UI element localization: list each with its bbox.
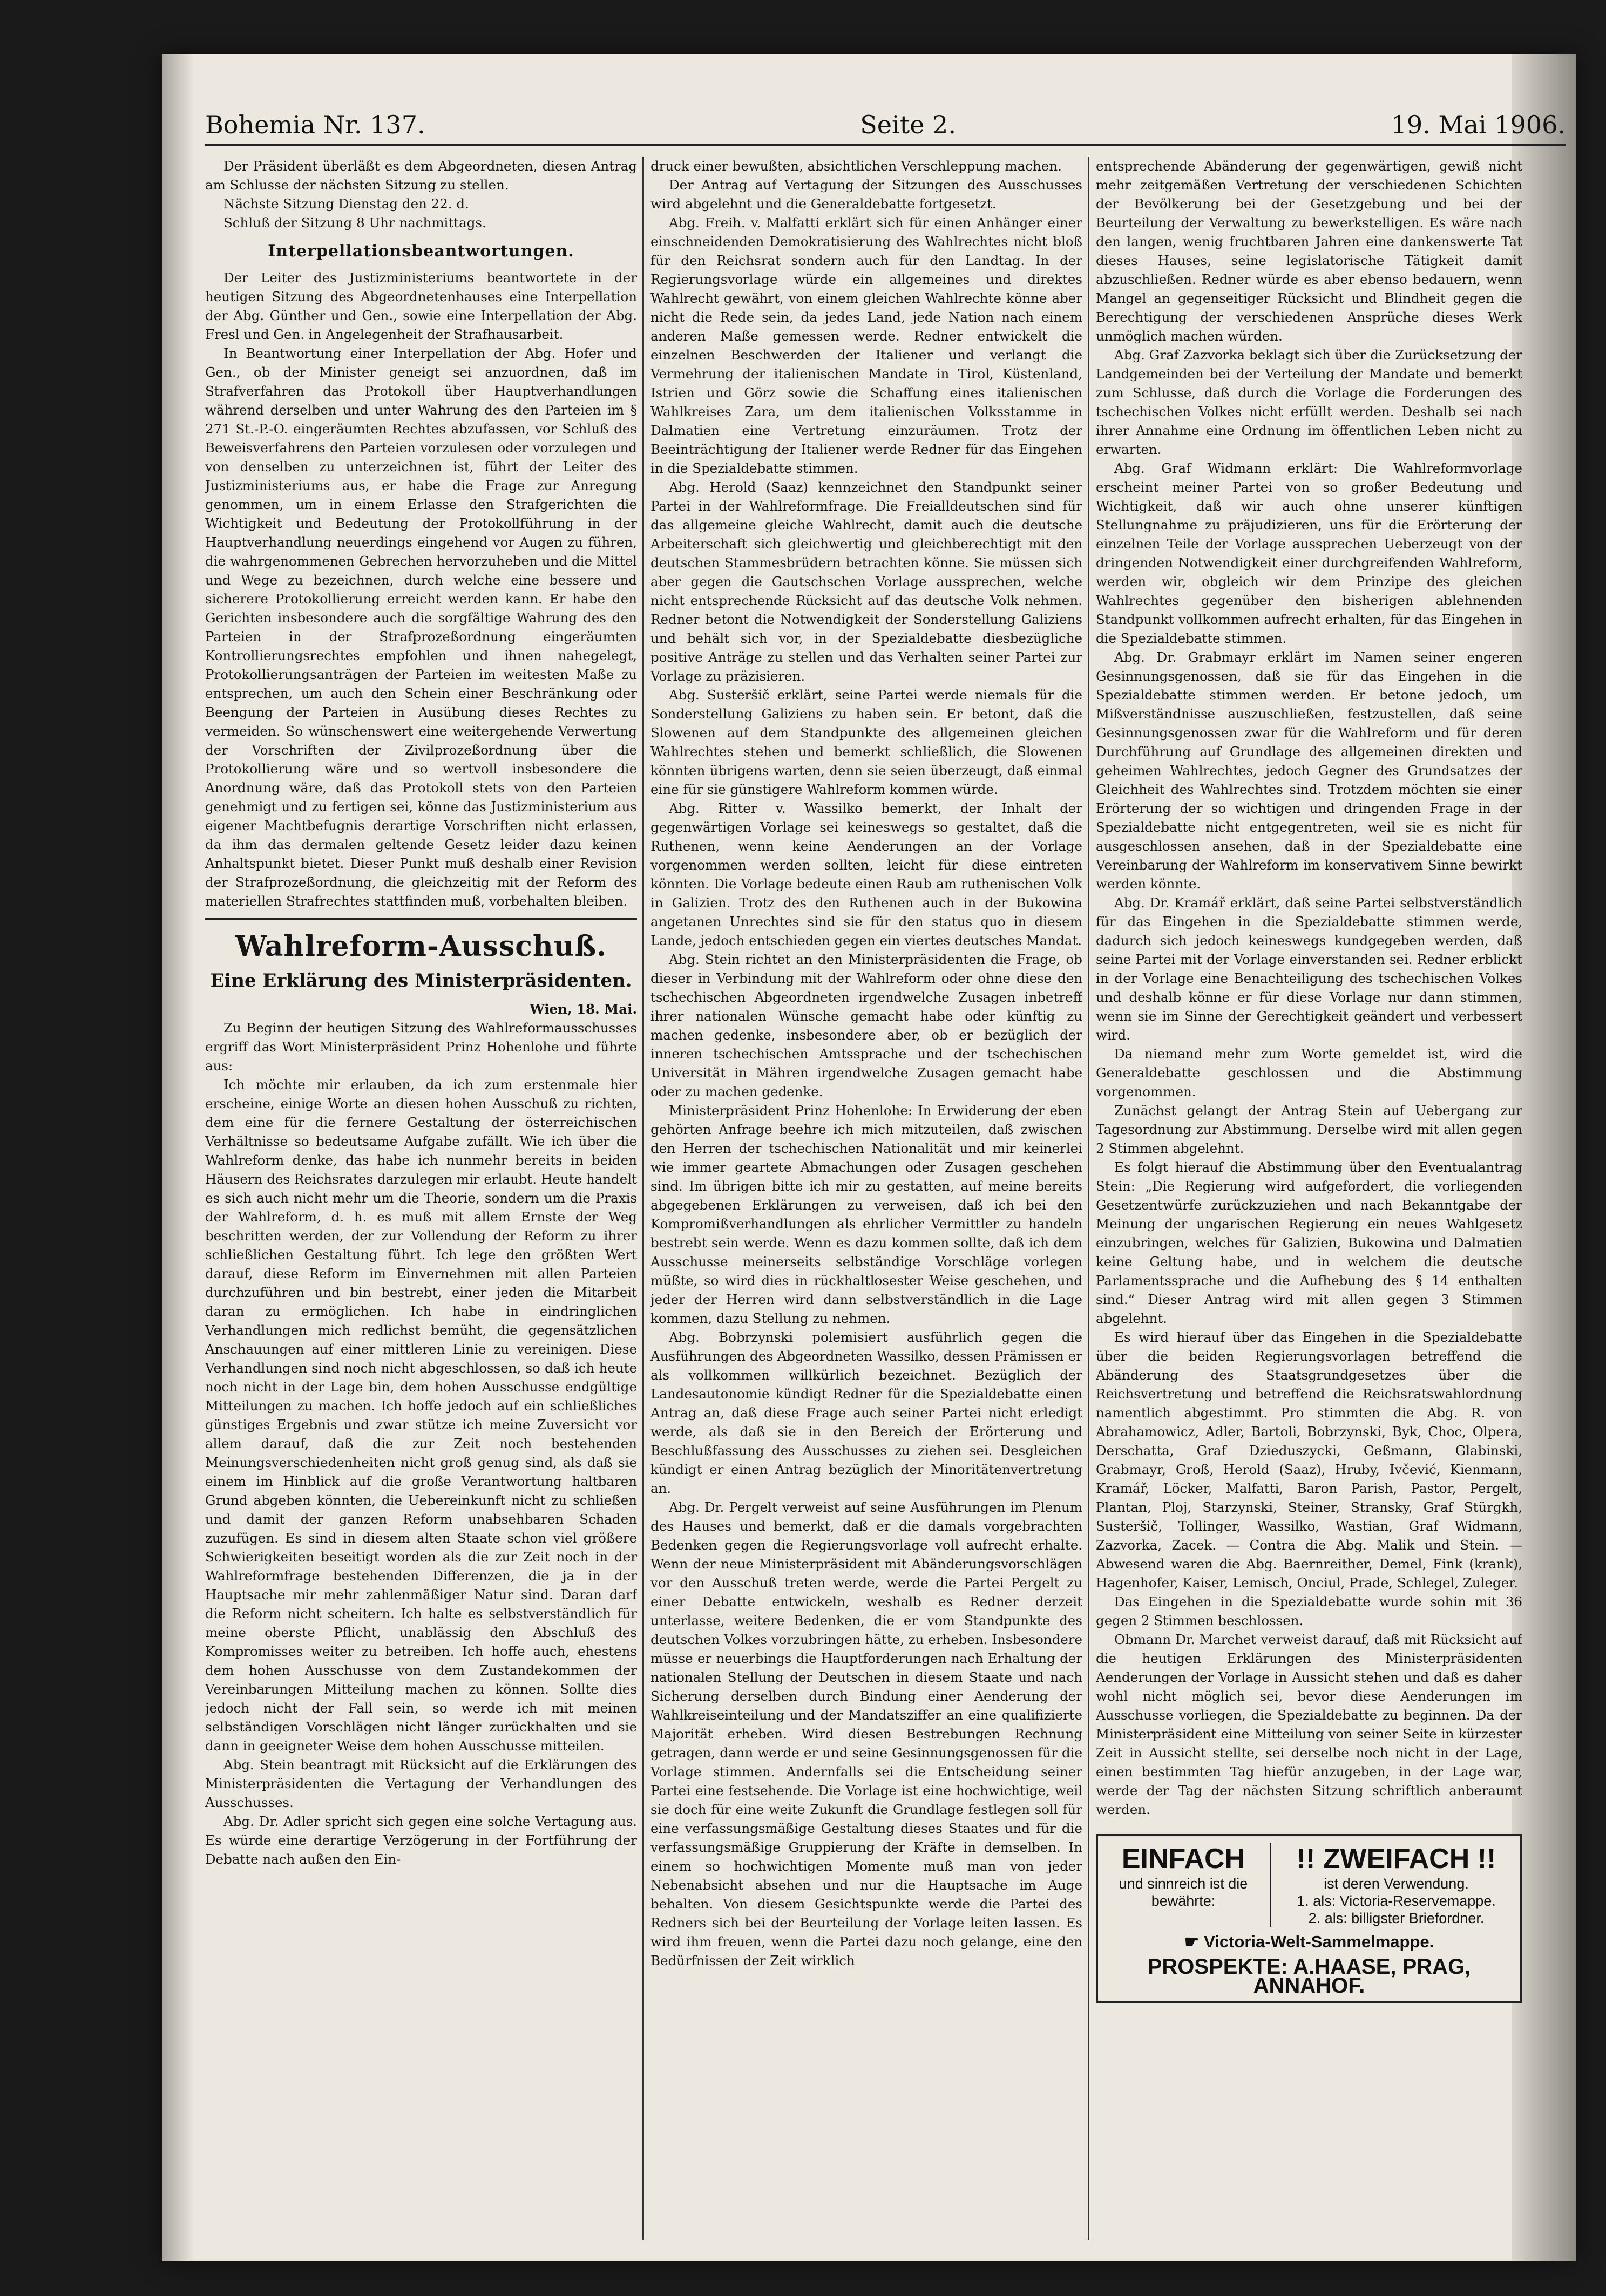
- paragraph: Abg. Dr. Kramář erklärt, daß seine Partei selbstverständlich für das Eingehen in die Spezialdebatte stimmen werde, dadurch sich jedoch keineswegs kundgegeben werden, daß seine Partei mit der Vorlage einverstanden sei. Redner erblickt in der Vorlage eine Benachteiligung des tschechischen Volkes und deshalb könne er für diese Vorlage nur dann stimmen, wenn sie im Sinne der Gerechtigkeit geändert und verbessert wird.: [1096, 895, 1522, 1043]
- pointing-hand-icon: ☛: [1184, 1932, 1204, 1951]
- paragraph: Abg. Dr. Pergelt verweist auf seine Ausführungen im Plenum des Hauses und bemerkt, daß er die damals vorgebrachten Bedenken gegen die Regierungsvorlage voll aufrecht erhalte. Wenn der neue Ministerpräsident mit Abänderungsvorschlägen vor den Ausschuß treten werde, werde die Partei Pergelt zu einer Debatte entwickeln, weshalb es Redner derzeit unterlasse, weitere Bedenken, die er vom Standpunkte des deutschen Volkes vorzubringen hätte, zu erheben. Insbesondere müsse er neuerbings die Hauptforderungen nach Erhaltung der nationalen Stellung der Deutschen in diesem Staate und nach Sicherung derselben durch Bindung einer Aenderung der Wahlkreiseinteilung und der Mandatsziffer an eine qualifizierte Majorität erheben. Wird diesen Bestrebungen Rechnung getragen, dann werde er und seine Gesinnungsgenossen für die Vorlage stimmen. Andernfalls sei die Entscheidung seiner Partei eine festsehende. Die Vorlage ist eine hochwichtige, weil sie doch für eine weite Zukunft die Grundlage festlegen soll für eine verfassungsmäßige Gestaltung dieses Staates und für die verfassungsmäßige Gruppierung der Kräfte in demselben. In einem so hochwichtigen Momente muß man von jeder Nebenabsicht absehen und nur die Hauptsache im Auge behalten. Von diesem Gesichtspunkte werde die Partei des Redners sich bei der Beurteilung der Vorlage leiten lassen. Es wird ihm freuen, wenn die Partei dazu noch gelange, eine den Bedürfnissen der Zeit wirklich: [650, 1499, 1082, 1968]
- ad-right-text-3: 2. als: billigster Briefordner.: [1308, 1910, 1485, 1926]
- paragraph: In Beantwortung einer Interpellation der Abg. Hofer und Gen., ob der Minister geneigt sei anzuordnen, daß im Strafverfahren das Protokoll über Hauptverhandlungen während derselben und unter Wahrung des den Parteien im § 271 St.-P.-O. eingeräumten Rechtes abzufassen, vor Schluß des Beweisverfahrens den Parteien vorzulesen oder vorzulegen und von denselben zu unterzeichnen ist, führt der Leiter des Justizministeriums aus, er habe die Frage zur Anregung genommen, um in einem Erlasse den Strafgerichten die Wichtigkeit und Bedeutung der Protokollführung in der Hauptverhandlung neuerdings eingehend vor Augen zu führen, die wahrgenommenen Gebrechen hervorzuheben und die Mittel und Wege zu bezeichnen, durch welche eine bessere und sicherere Protokollierung erreicht werden kann. Er habe den Gerichten insbesondere auch die sorgfältige Wahrung des den Parteien in der Strafprozeßordnung eingeräumten Kontrollierungsrechtes empfohlen und ihnen nahegelegt, Protokollierungsanträgen der Parteien im weitesten Maße zu entsprechen, um auch den Schein einer Beschränkung oder Beengung der Parteien in Ausübung dieses Rechtes zu vermeiden. So wünschenswert eine weitergehende Verwertung der Vorschriften der Zivilprozeßordnung über die Protokollierung wäre und so wertvoll insbesondere die Anordnung wäre, daß das Protokoll stets von den Parteien genehmigt und zu fertigen sei, könne das Justizministerium aus eigener Machtbefugnis derartige Vorschriften nicht erlassen, da ihm das dermalen geltende Gesetz leider dazu keinen Anhaltspunkt bietet. Dieser Punkt muß deshalb einer Revision der Strafprozeßordnung, die gleichzeitig mit der Reform des materiellen Strafrechtes stattfinden muß, vorbehalten bleiben.: [205, 345, 637, 909]
- article-subtitle: Eine Erklärung des Ministerpräsidenten.: [210, 970, 632, 991]
- ad-headline-zweifach: !! ZWEIFACH !!: [1296, 1843, 1496, 1874]
- paragraph: Schluß der Sitzung 8 Uhr nachmittags.: [223, 215, 486, 230]
- paragraph: Abg. Freih. v. Malfatti erklärt sich für einen Anhänger einer einschneidenden Demokratisierung des Wahlrechtes nicht bloß für den Reichsrat sondern auch für den Landtag. In der Regierungsvorlage würde ein allgemeines und direktes Wahlrecht gewährt, von einem gleichen Wahlrechte könne aber nicht die Rede sein, da jedes Land, jede Nation nach einem anderen Maße gemessen werde. Redner entwickelt die einzelnen Beschwerden der Italiener und verlangt die Vermehrung der italienischen Mandate in Tirol, Küstenland, Istrien und Görz sowie die Schaffung eines italienischen Wahlkreises Zara, um dem italienischen Volksstamme in Dalmatien eine Vertretung einzuräumen. Trotz der Beeinträchtigung der Italiener werde Redner für das Eingehen in die Spezialdebatte stimmen.: [650, 215, 1082, 476]
- header-date: 19. Mai 1906.: [1391, 110, 1566, 139]
- ad-product-line: [1102, 1932, 1516, 1951]
- ad-right-text-1: ist deren Verwendung.: [1324, 1876, 1469, 1892]
- ad-left-block: [1102, 1843, 1264, 1927]
- ad-divider: [1270, 1843, 1271, 1927]
- dateline: Wien, 18. Mai.: [530, 1001, 637, 1017]
- paragraph: Nächste Sitzung Dienstag den 22. d.: [223, 196, 469, 212]
- column-rule: [642, 157, 644, 2240]
- ad-prospekte-line: PROSPEKTE: A.HAASE, PRAG, ANNAHOF.: [1147, 1955, 1471, 1998]
- paragraph: entsprechende Abänderung der gegenwärtigen, gewiß nicht mehr zeitgemäßen Vertretung der verschiedenen Schichten der Bevölkerung bei der Gesetzgebung und bei der Beurteilung der Verwaltung zu bewerkstelligen. Es wäre nach den langen, wenig fruchtbaren Jahren eine dankenswerte Tat dieses Hauses, seine legislatorische Tätigkeit damit abzuschließen. Redner würde es aber ebenso bedauern, wenn Mangel an gegenseitiger Rücksicht und Blindheit gegen die Berechtigung der verschiedenen Ansprüche dieses Werk unmöglich machen würden.: [1096, 158, 1522, 344]
- column-1: [205, 157, 637, 2240]
- paragraph: Abg. Graf Widmann erklärt: Die Wahlreformvorlage erscheint meiner Partei von so großer Bedeutung und Wichtigkeit, daß wir auch ohne unserer künftigen Stellungnahme zu präjudizieren, uns für die Erörterung der einzelnen Teile der Vorlage aussprechen Ueberzeugt von der dringenden Notwendigkeit einer durchgreifenden Wahlreform, werden wir, obgleich wir dem Prinzipe des gleichen Wahlrechtes gegenüber den bisherigen ablehnenden Standpunkt vollkommen aufrecht erhalten, für das Eingehen in die Spezialdebatte stimmen.: [1096, 460, 1522, 646]
- paragraph: Es folgt hierauf die Abstimmung über den Eventualantrag Stein: „Die Regierung wird aufgefordert, die vorliegenden Gesetzentwürfe zurückzuziehen und nach Bekanntgabe der Meinung der ungarischen Regierung ein neues Wahlgesetz einzubringen, welches für Galizien, Bukowina und Dalmatien keine Geltung habe, und in welchem die deutsche Parlamentssprache und die Aufhebung des § 14 enthalten sind.“ Dieser Antrag wird mit allen gegen 3 Stimmen abgelehnt.: [1096, 1159, 1522, 1326]
- ad-product-name: Victoria-Welt-Sammelmappe.: [1204, 1932, 1434, 1951]
- ad-headline-einfach: EINFACH: [1121, 1843, 1245, 1874]
- header-publication: Bohemia Nr. 137.: [205, 110, 425, 139]
- section-heading: Interpellationsbeantwortungen.: [268, 242, 574, 261]
- paragraph: Abg. Dr. Adler spricht sich gegen eine solche Vertagung aus. Es würde eine derartige Verzögerung in der Fortführung der Debatte nach außen den Ein-: [205, 1813, 637, 1867]
- page-shadow-left: [162, 54, 194, 2261]
- column-2: [650, 157, 1082, 2240]
- paragraph: druck einer bewußten, absichtlichen Verschleppung machen.: [650, 158, 1062, 174]
- paragraph: Abg. Bobrzynski polemisiert ausführlich gegen die Ausführungen des Abgeordneten Wassilko, dessen Prämissen er als vollkommen willkürlich bezeichnet. Bezüglich der Landesautonomie kündigt Redner für die Spezialdebatte einen Antrag an, daß diese Frage auch seiner Partei nicht erledigt werde, als daß sie in den Bereich der Erörterung und Beschlußfassung des Ausschusses zu ziehen sei. Desgleichen kündigt er einen Antrag bezüglich der Minoritätenvertretung an.: [650, 1329, 1082, 1496]
- ad-right-text-2: 1. als: Victoria-Reservemappe.: [1297, 1893, 1496, 1909]
- paragraph: Zunächst gelangt der Antrag Stein auf Uebergang zur Tagesordnung zur Abstimmung. Derselbe wird mit allen gegen 2 Stimmen abgelehnt.: [1096, 1103, 1522, 1156]
- page-header: [205, 86, 1566, 146]
- advertisement: [1096, 1834, 1522, 2003]
- paragraph: Da niemand mehr zum Worte gemeldet ist, wird die Generaldebatte geschlossen und die Abstimmung vorgenommen.: [1096, 1046, 1522, 1099]
- paragraph: Der Leiter des Justizministeriums beantwortete in der heutigen Sitzung des Abgeordnetenhauses eine Interpellation der Abg. Günther und Gen., sowie eine Interpellation der Abg. Fresl und Gen. in Angelegenheit der Strafhausarbeit.: [205, 270, 637, 342]
- paragraph: Ministerpräsident Prinz Hohenlohe: In Erwiderung der eben gehörten Anfrage beehre ich mich mitzuteilen, daß zwischen den Herren der tschechischen Nationalität und mir keinerlei wie immer geartete Abmachungen oder Zusagen geschehen sind. Im übrigen bitte ich mir zu gestatten, auf meine bereits abgegebenen Erklärungen zu verweisen, daß ich bei den Kompromißverhandlungen als ehrlicher Vermittler zu handeln bestrebt sein werde. Wenn es dazu kommen sollte, daß ich dem Ausschusse meinerseits selbständige Vorschläge vorlegen müßte, so wird dies in rückhaltlosester Weise geschehen, und jeder der Herren wird dann selbstverständlich in die Lage kommen, dazu Stellung zu nehmen.: [650, 1103, 1082, 1326]
- paragraph: Abg. Stein richtet an den Ministerpräsidenten die Frage, ob dieser in Verbindung mit der Wahlreform oder ohne diese den tschechischen Abgeordneten irgendwelche Zusagen inbetreff ihrer nationalen Wünsche gemacht habe oder künftig zu machen gedenke, insbesondere aber, ob er bezüglich der inneren tschechischen Amtssprache und der tschechischen Universität in Mähren irgendwelche Zusagen gemacht habe oder zu machen gedenke.: [650, 952, 1082, 1099]
- paragraph: Abg. Herold (Saaz) kennzeichnet den Standpunkt seiner Partei in der Wahlreformfrage. Die Freialldeutschen sind für das allgemeine gleiche Wahlrecht, damit auch die deutsche Arbeiterschaft sich gleichwertig und gleichberechtigt mit den deutschen Stammesbrüdern betrachten könne. Sie müssen sich aber gegen die Gautschschen Vorlage aussprechen, welche nicht entsprechende Rücksicht auf das deutsche Volk nehmen. Redner betont die Notwendigkeit der Sonderstellung Galiziens und behält sich vor, in der Spezialdebatte diesbezügliche positive Anträge zu stellen und das Verhalten seiner Partei zur Vorlage zu präzisieren.: [650, 479, 1082, 684]
- ad-top-row: [1102, 1843, 1516, 1927]
- paragraph: Es wird hierauf über das Eingehen in die Spezialdebatte über die beiden Regierungsvorlagen betreffend die Abänderung des Staatsgrundgesetzes über die Reichsvertretung und betreffend die Reichsratswahlordnung namentlich abgestimmt. Pro stimmten die Abg. R. von Abrahamowicz, Adler, Bartoli, Bobrzynski, Byk, Choc, Olpera, Derschatta, Graf Dzieduszycki, Geßmann, Glabinski, Grabmayr, Groß, Herold (Saaz), Hruby, Ivčević, Kienmann, Kramář, Löcker, Malfatti, Baron Parish, Pastor, Pergelt, Plantan, Ploj, Starzynski, Steiner, Stransky, Graf Stürgkh, Susteršič, Tollinger, Wassilko, Wastian, Graf Widmann, Zazvorka, Zacek. — Contra die Abg. Malik und Stein. — Abwesend waren die Abg. Baernreither, Demel, Fink (krank), Hagenhofer, Kaiser, Lemisch, Onciul, Prade, Schlegel, Zuleger.: [1096, 1329, 1522, 1591]
- ad-left-text: und sinnreich ist die bewährte:: [1119, 1876, 1248, 1909]
- article-title: Wahlreform-Ausschuß.: [235, 930, 607, 963]
- paragraph: Das Eingehen in die Spezialdebatte wurde sohin mit 36 gegen 2 Stimmen beschlossen.: [1096, 1594, 1522, 1628]
- paragraph: Abg. Graf Zazvorka beklagt sich über die Zurücksetzung der Landgemeinden bei der Verteilung der Mandate und bemerkt zum Schlusse, daß durch die Vorlage die Forderungen des tschechischen Volkes nicht erfüllt werden. Deshalb sei nach ihrer Annahme eine Ordnung im öffentlichen Leben nicht zu erwarten.: [1096, 347, 1522, 457]
- header-page-number: Seite 2.: [860, 110, 956, 139]
- paragraph: Abg. Stein beantragt mit Rücksicht auf die Erklärungen des Ministerpräsidenten die Vertagung der Verhandlungen des Ausschusses.: [205, 1757, 637, 1810]
- section-divider: [205, 918, 637, 920]
- paragraph: Ich möchte mir erlauben, da ich zum erstenmale hier erscheine, einige Worte an diesen hohen Ausschuß zu richten, dem eine für die fernere Gestaltung der österreichischen Verhältnisse so bedeutsame Aufgabe zufällt. Wie ich über die Wahlreform denke, das habe ich nunmehr bereits in beiden Häusern des Reichsrates darzulegen mir erlaubt. Heute handelt es sich auch nicht mehr um die Theorie, sondern um die Praxis der Wahlreform, d. h. es muß mit allem Ernste der Weg beschritten werden, der zur Vollendung der Reform zu ihrer schließlichen Gestaltung führt. Ich lege den größten Wert darauf, diese Reform im Einvernehmen mit allen Parteien durchzuführen und bin bestrebt, einer jeden die Mitarbeit daran zu ermöglichen. Ich habe in eindringlichen Verhandlungen mich redlichst bemüht, die gegensätzlichen Anschauungen auf einer mittleren Linie zu vereinigen. Diese Verhandlungen sind noch nicht abgeschlossen, so daß ich heute noch nicht in der Lage bin, dem hohen Ausschusse endgültige Mitteilungen zu machen. Ich hoffe jedoch auf ein schließliches günstiges Ergebnis und zwar stütze ich meine Zuversicht vor allem darauf, daß die zur Zeit noch bestehenden Meinungsverschiedenheiten nicht groß genug sind, als daß sie einem im Hinblick auf die große Verantwortung haltbaren Grund abgeben könnten, die Uebereinkunft nicht zu schließen und damit der ganzen Reform unabsehbaren Schaden zuzufügen. Es sind in diesem alten Staate schon viel größere Schwierigkeiten beseitigt worden als die zur Zeit noch in der Wahlreformfrage bestehenden Differenzen, die ja in der Hauptsache mir mehr zahlenmäßiger Natur sind. Daran darf die Reform nicht scheitern. Ich halte es selbstverständlich für meine oberste Pflicht, unablässig den Abschluß des Kompromisses weiter zu betreiben. Ich hoffe auch, ehestens dem hohen Ausschusse von dem Zustandekommen der Vereinbarungen Mitteilung machen zu können. Sollte dies jedoch nicht der Fall sein, so werde ich mit meinen selbständigen Vorschlägen nicht länger zurückhalten und sie dann in geeigneter Weise dem hohen Ausschusse mitteilen.: [205, 1077, 637, 1754]
- paragraph: Der Antrag auf Vertagung der Sitzungen des Ausschusses wird abgelehnt und die Generaldebatte fortgesetzt.: [650, 177, 1082, 212]
- paragraph: Der Präsident überläßt es dem Abgeordneten, diesen Antrag am Schlusse der nächsten Sitzung zu stellen.: [205, 158, 637, 193]
- column-3: [1096, 157, 1522, 2240]
- newspaper-page: [162, 54, 1576, 2261]
- paragraph: Abg. Ritter v. Wassilko bemerkt, der Inhalt der gegenwärtigen Vorlage sei keineswegs so gestaltet, daß die Ruthenen, wenn keine Aenderungen an der Vorlage vorgenommen werden sollten, leicht für diese eintreten könnten. Die Vorlage bedeute einen Raub am ruthenischen Volk in Galizien. Trotz des den Ruthenen auch in der Bukowina angetanen Unrechtes sind sie für den status quo in diesem Lande, jedoch entschieden gegen ein viertes deutsches Mandat.: [650, 800, 1082, 948]
- paragraph: Abg. Susteršič erklärt, seine Partei werde niemals für die Sonderstellung Galiziens zu haben sein. Er betont, daß die Slowenen auf dem Standpunkte des allgemeinen gleichen Wahlrechtes stehen und bemerkt schließlich, die Slowenen könnten übrigens warten, denn sie seien überzeugt, daß einmal eine für sie günstigere Wahlreform kommen würde.: [650, 687, 1082, 797]
- paragraph: Abg. Dr. Grabmayr erklärt im Namen seiner engeren Gesinnungsgenossen, daß sie für das Eingehen in die Spezialdebatte stimmen werden. Er betone jedoch, um Mißverständnisse auszuschließen, festzustellen, daß seine Gesinnungsgenossen zwar für die Wahlreform und für deren Durchführung auf Grundlage des allgemeinen direkten und geheimen Wahlrechtes, jedoch Gegner des Grundsatzes der Gleichheit des Wahlrechtes sind. Trotzdem möchten sie einer Erörterung der so wichtigen und dringenden Frage in der Spezialdebatte nicht entgegentreten, weil sie es nicht für ausgeschlossen ansehen, daß in der Spezialdebatte eine Vereinbarung der Wahlreform im konservativem Sinne bewirkt werden könnte.: [1096, 649, 1522, 892]
- ad-right-block: [1277, 1843, 1516, 1927]
- paragraph: Obmann Dr. Marchet verweist darauf, daß mit Rücksicht auf die heutigen Erklärungen des Ministerpräsidenten Aenderungen der Vorlage in Aussicht stehen und daß es daher wohl nicht möglich sei, bevor diese Aenderungen im Ausschusse vorliegen, die Spezialdebatte zu beginnen. Da der Ministerpräsident eine Mitteilung von seiner Seite in kürzester Zeit in Aussicht stellte, sei derselbe noch nicht in der Lage, einen bestimmten Tag hiefür anzugeben, in der Lage war, werde der Tag der nächsten Sitzung schriftlich anberaumt werden.: [1096, 1632, 1522, 1817]
- paragraph: Zu Beginn der heutigen Sitzung des Wahlreformausschusses ergriff das Wort Ministerpräsident Prinz Hohenlohe und führte aus:: [205, 1020, 637, 1074]
- column-rule: [1088, 157, 1089, 2240]
